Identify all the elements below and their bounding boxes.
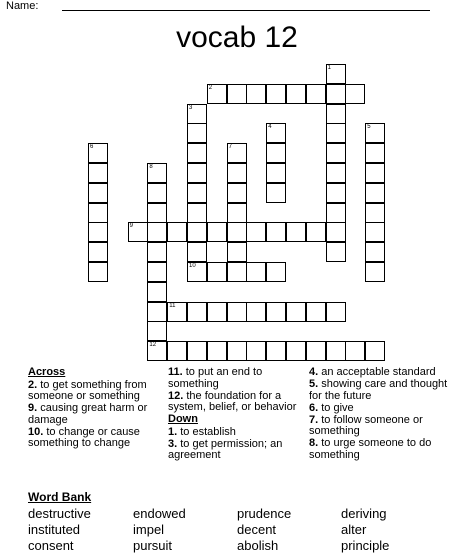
down-clue-7: 7. to follow someone or something [309, 413, 423, 437]
clues-column-2 [168, 367, 303, 462]
crossword-cell[interactable] [326, 203, 346, 223]
crossword-cell[interactable] [365, 341, 385, 361]
crossword-cell[interactable] [365, 123, 385, 143]
crossword-cell[interactable] [246, 222, 266, 242]
across-clue-10: 10. to change or cause something to change [28, 425, 140, 449]
crossword-cell[interactable] [227, 222, 247, 242]
clue-number: 4 [268, 124, 272, 131]
crossword-cell[interactable] [246, 262, 266, 282]
crossword-cell[interactable] [227, 84, 247, 104]
crossword-cell[interactable] [187, 341, 207, 361]
crossword-cell[interactable] [326, 143, 346, 163]
crossword-cell[interactable] [147, 242, 167, 262]
crossword-cell[interactable] [365, 222, 385, 242]
crossword-cell[interactable] [365, 143, 385, 163]
crossword-cell[interactable] [147, 222, 167, 242]
crossword-cell[interactable] [326, 84, 346, 104]
word-bank-item: destructive [28, 506, 91, 521]
word-bank-item: abolish [237, 538, 279, 553]
word-bank-item: consent [28, 538, 74, 553]
crossword-cell[interactable] [266, 262, 286, 282]
crossword-cell[interactable] [88, 143, 108, 163]
crossword-cell[interactable] [207, 341, 227, 361]
crossword-cell[interactable] [326, 341, 346, 361]
crossword-cell[interactable] [147, 282, 167, 302]
crossword-cell[interactable] [345, 84, 365, 104]
clue-number: 1 [327, 65, 331, 71]
word-bank-item: principle [341, 538, 390, 553]
crossword-cell[interactable] [207, 262, 227, 282]
down-clue-5: 5. showing care and thought for the future [309, 378, 448, 402]
crossword-cell[interactable] [187, 203, 207, 223]
down-clue-6: 6. to give [309, 401, 354, 414]
crossword-cell[interactable] [187, 222, 207, 242]
clue-number: 5 [367, 124, 371, 131]
crossword-cell[interactable] [365, 203, 385, 223]
clue-number: 2 [208, 84, 213, 91]
crossword-cell[interactable] [227, 302, 247, 322]
crossword-cell[interactable] [227, 341, 247, 361]
word-bank-item: pursuit [133, 538, 173, 553]
crossword-cell[interactable] [147, 262, 167, 282]
crossword-cell[interactable] [365, 242, 385, 262]
crossword-cell[interactable] [147, 183, 167, 203]
crossword-cell[interactable] [326, 302, 346, 322]
crossword-cell[interactable] [306, 302, 326, 322]
crossword-cell[interactable] [227, 262, 247, 282]
across-clue-11: 11. to put an end to something [168, 366, 263, 390]
crossword-cell[interactable] [187, 123, 207, 143]
crossword-cell[interactable] [266, 84, 286, 104]
crossword-cell[interactable] [88, 183, 108, 203]
crossword-cell[interactable] [88, 203, 108, 223]
crossword-cell[interactable] [286, 302, 306, 322]
across-heading: Across [28, 366, 66, 378]
across-clue-9: 9. causing great harm or damage [28, 402, 148, 426]
word-bank-item: impel [133, 522, 165, 537]
crossword-cell[interactable] [207, 302, 227, 322]
crossword-cell[interactable] [187, 104, 207, 124]
crossword-cell[interactable] [306, 222, 326, 242]
clue-number: 3 [189, 104, 193, 111]
crossword-cell[interactable] [246, 84, 266, 104]
clue-number: 11 [169, 302, 176, 309]
crossword-cell[interactable] [286, 84, 306, 104]
crossword-cell[interactable] [306, 84, 326, 104]
clues-column-1 [28, 367, 163, 450]
crossword-cell[interactable] [167, 222, 187, 242]
clue-number: 10 [189, 263, 196, 269]
across-clue-2: 2. to get something from someone or something [28, 378, 147, 402]
crossword-cell[interactable] [187, 143, 207, 163]
crossword-cell[interactable] [187, 302, 207, 322]
crossword-cell[interactable] [147, 341, 167, 361]
crossword-cell[interactable] [207, 84, 227, 104]
crossword-cell[interactable] [326, 222, 346, 242]
crossword-cell[interactable] [227, 143, 247, 163]
word-bank-item: decent [237, 522, 277, 537]
crossword-cell[interactable] [326, 163, 346, 183]
crossword-cell[interactable] [88, 222, 108, 242]
crossword-cell[interactable] [227, 203, 247, 223]
crossword-cell[interactable] [286, 222, 306, 242]
word-bank-item: alter [341, 522, 367, 537]
crossword-cell[interactable] [88, 163, 108, 183]
down-heading: Down [168, 413, 198, 425]
across-clue-12: 12. the foundation for a system, belief, or behavior [168, 389, 297, 413]
crossword-cell[interactable] [147, 203, 167, 223]
crossword-cell[interactable] [227, 242, 247, 262]
name-label: Name: [6, 0, 39, 12]
crossword-cell[interactable] [266, 341, 286, 361]
crossword-cell[interactable] [326, 242, 346, 262]
crossword-cell[interactable] [147, 163, 167, 183]
crossword-cell[interactable] [286, 341, 306, 361]
word-bank-heading: Word Bank [28, 490, 92, 504]
down-clue-1: 1. to establish [168, 425, 236, 438]
crossword-cell[interactable] [187, 183, 207, 203]
crossword-cell[interactable] [365, 262, 385, 282]
down-clue-3: 3. to get permission; an agreement [168, 437, 283, 461]
crossword-cell[interactable] [128, 222, 148, 242]
crossword-cell[interactable] [227, 183, 247, 203]
crossword-cell[interactable] [187, 262, 207, 282]
crossword-cell[interactable] [187, 163, 207, 183]
crossword-cell[interactable] [266, 143, 286, 163]
crossword-cell[interactable] [266, 183, 286, 203]
crossword-cell[interactable] [147, 321, 167, 341]
clue-number: 7 [228, 144, 232, 151]
crossword-cell[interactable] [306, 341, 326, 361]
crossword-cell[interactable] [246, 302, 266, 322]
crossword-cell[interactable] [167, 302, 187, 322]
crossword-cell[interactable] [187, 242, 207, 262]
crossword-cell[interactable] [365, 183, 385, 203]
crossword-cell[interactable] [227, 163, 247, 183]
crossword-cell[interactable] [246, 341, 266, 361]
crossword-cell[interactable] [266, 222, 286, 242]
word-bank-item: endowed [133, 506, 186, 521]
down-clue-8: 8. to urge someone to do something [309, 437, 432, 461]
word-bank-item: deriving [341, 506, 387, 521]
crossword-cell[interactable] [207, 222, 227, 242]
crossword-cell[interactable] [365, 163, 385, 183]
page-title: vocab 12 [176, 21, 298, 54]
crossword-cell[interactable] [266, 163, 286, 183]
clues-column-3 [309, 367, 449, 462]
crossword-cell[interactable] [88, 242, 108, 262]
crossword-cell[interactable] [345, 341, 365, 361]
crossword-cell[interactable] [326, 64, 346, 84]
clue-number: 12 [149, 342, 157, 349]
crossword-cell[interactable] [88, 262, 108, 282]
word-bank-item: instituted [28, 522, 81, 537]
crossword-cell[interactable] [326, 183, 346, 203]
crossword-cell[interactable] [266, 123, 286, 143]
crossword-cell[interactable] [326, 104, 346, 124]
crossword-cell[interactable] [167, 341, 187, 361]
crossword-cell[interactable] [326, 123, 346, 143]
clue-number: 9 [129, 223, 133, 230]
clue-number: 8 [149, 164, 153, 170]
crossword-cell[interactable] [147, 302, 167, 322]
word-bank-item: prudence [237, 506, 292, 521]
crossword-cell[interactable] [266, 302, 286, 322]
down-clue-4: 4. an acceptable standard [309, 366, 436, 378]
clue-number: 6 [90, 144, 94, 151]
